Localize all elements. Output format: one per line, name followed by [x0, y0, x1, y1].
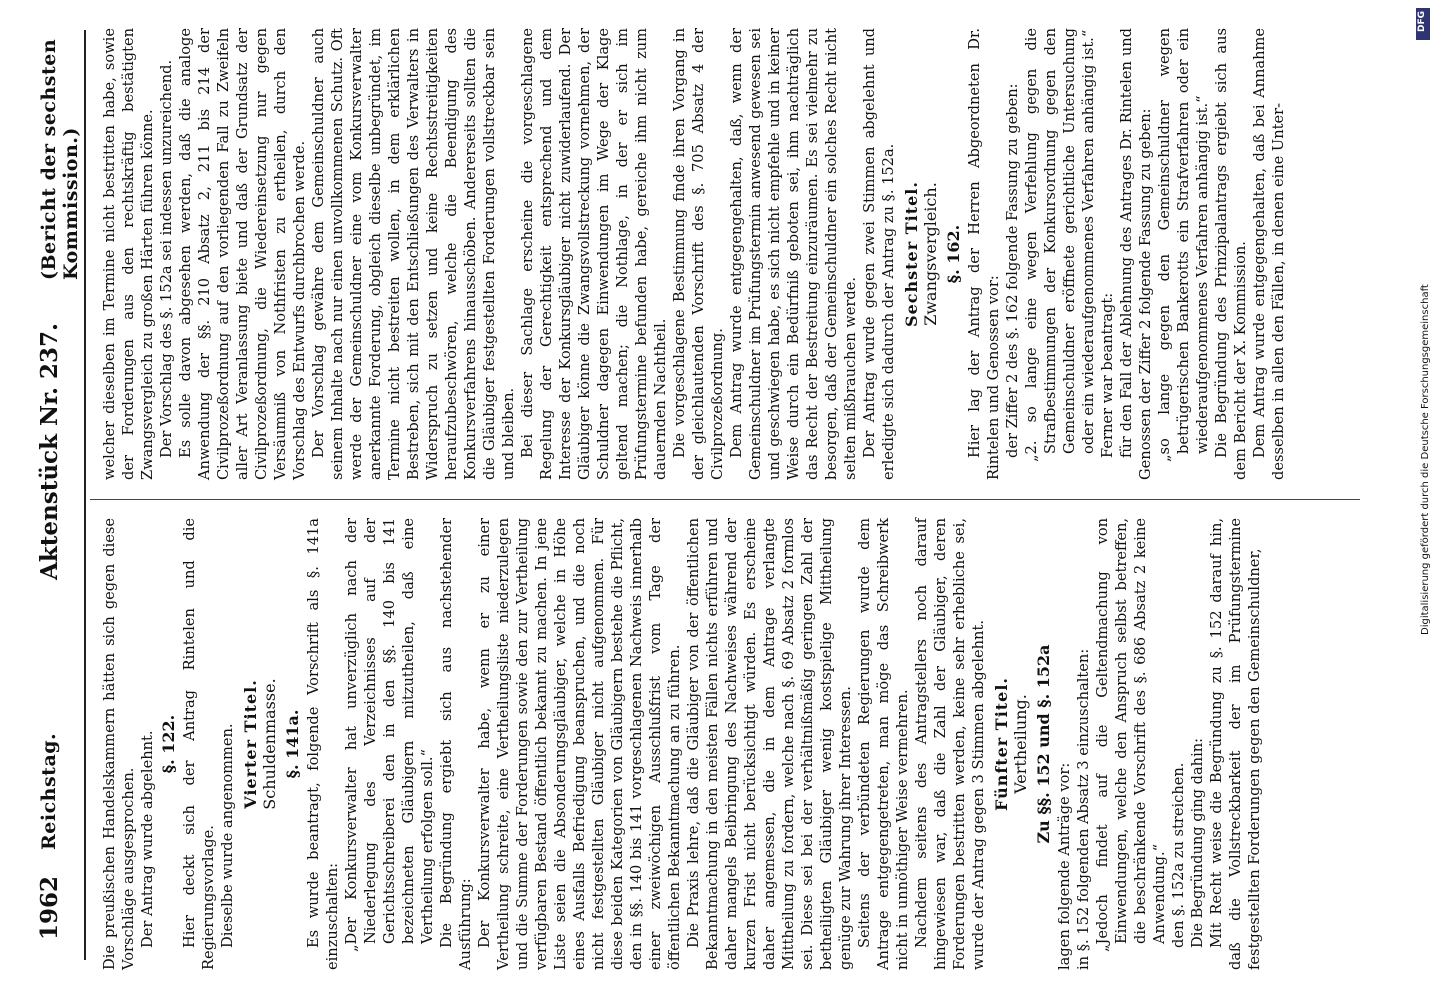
paragraph: Der Vorschlag gewähre dem Gemeinschuldner auch seinem Inhalte nach nur einen unvollkommenen Schutz. Oft werde der Gemeinschuldner eine vom Konkursverwalter anerkannte Forderung, obgleich dieselbe unbegründet, im Termine nicht bestreiten wollen, in dem erklärlichen Bestreben, sich mit den Entschließungen des Verwalters in Widerspruch zu setzen und keine Rechtsstreitigkeiten heraufzubeschwören, welche die Beendigung des Konkursverfahrens hinausschöben. Andererseits sollten die die Gläubiger festgestellten Forderungen vollstreckbar sein und bleiben.: [310, 28, 517, 480]
title-subheading: Vertheilung.: [1011, 694, 1030, 794]
paragraph: Hier deckt sich der Antrag Rintelen und die Regierungsvorlage.: [181, 518, 217, 970]
paragraph: Der Vorschlag des §. 152a sei indessen unzureichend.: [158, 59, 175, 458]
column-divider: [90, 499, 1360, 500]
column-left: [100, 518, 1264, 970]
paragraph: Bei dieser Sachlage erscheine die vorgeschlagene Regelung der Gerechtigkeit entsprechend und dem Interesse der Konkursgläubiger nicht zuwiderlaufend. Der Gläubiger könne die Zwangsvollstreckung vornehmen, der Schuldner dagegen Einwendungen im Wege der Klage geltend machen; die Nothlage, in der er sich im Prüfungstermine befunden habe, gereiche ihm nicht zum dauernden Nachtheil.: [519, 28, 669, 480]
paragraph: Der Konkursverwalter habe, wenn er zu einer Vertheilung schreite, eine Vertheilungsliste niederzulegen und die Summe der Forderungen sowie den zur Vertheilung verfügbaren Bestand öffentlich bekannt zu machen. In jene Liste seien die Absonderungsgläubiger, welche in Höhe eines Ausfalls Befriedigung beanspruchen, und die noch nicht festgestellten Gläubiger nicht aufgenommen. Für diese beiden Kategorien von Gläubigern bestehe die Pflicht, den in §§. 140 bis 141 vorgeschlagenen Nachweis innerhalb einer zweiwöchigen Ausschlußfrist vom Tage der öffentlichen Bekanntmachung an zu führen.: [476, 518, 683, 970]
quote: „Der Konkursverwalter hat unverzüglich nach der Niederlegung des Verzeichnisses auf der Gerichtsschreiberei den in den §§. 140 bis 141 bezeichneten Gläubigern mitzutheilen, daß eine Vertheilung erfolgen soll.“: [343, 518, 436, 952]
header-left: Reichstag.: [38, 732, 60, 850]
paragraph: in §. 152 folgenden Absatz 3 einzuschalten:: [1075, 648, 1092, 970]
header-rule: [84, 30, 86, 960]
quote: „Jedoch findet auf die Geltendmachung von Einwendungen, welche den Anspruch selbst betreffen, die beschränkende Vorschrift des §. 686 Absatz 2 keine Anwendung.“: [1094, 518, 1168, 952]
paragraph: den §. 152a zu streichen.: [1170, 762, 1187, 948]
paragraph: Die preußischen Handelskammern hätten sich gegen diese Vorschläge ausgesprochen.: [101, 518, 137, 970]
dfg-logo: DFG: [1416, 8, 1430, 40]
paragraph: Die Praxis lehre, daß die Gläubiger von der öffentlichen Bekanntmachung in den meisten Fällen nichts erführen und daher mangels Beibringung des Nachweises während der kurzen Frist nicht berücksichtigt würden. Es erscheine daher angemessen, die in dem Antrage verlangte Mittheilung zu fordern, welche nach §. 69 Absatz 2 formlos sei. Diese sei bei der verhältnißmäßig geringen Zahl der betheiligten Gläubiger wenig kostspielige Mittheilung genüge zur Wahrung ihrer Interessen.: [685, 518, 854, 970]
paragraph: Dieselbe wurde angenommen.: [219, 723, 236, 948]
funding-note: Digitalisierung gefördert durch die Deutsche Forschungsgemeinschaft: [1420, 284, 1431, 635]
paragraph: lagen folgende Anträge vor:: [1056, 762, 1073, 970]
paragraph: Die Begründung ergiebt sich aus nachstehender Ausführung:: [438, 518, 474, 970]
paragraph: Dem Antrag wurde entgegengehalten, daß, wenn der Gemeinschuldner im Prüfungstermin anwesend gewesen sei und geschwiegen habe, es sich nicht empfehle und in keiner Weise durch ein Bedürfniß geboten sei, ihm nachträglich das Recht der Bestreitung einzuräumen. Es sei vielmehr zu besorgen, daß der Gemeinschuldner ein solches Recht nicht selten mißbrauchen werde.: [728, 28, 859, 480]
header-title: Aktenstück Nr. 237.: [36, 322, 63, 580]
paragraph: Mit Recht weise die Begründung zu §. 152 darauf hin, daß die Vollstreckbarkeit der im Prüfungstermine festgestellten Forderungen gegen den Gemeinschuldner,: [1208, 518, 1263, 970]
quote: „2. so lange eine wegen Verfehlung gegen die Strafbestimmungen der Konkursordnung gegen den Gemeinschuldner eröffnete gerichtliche Untersuchung oder ein wiederaufgenommenes Verfahren anhängig ist.“: [1023, 28, 1097, 462]
paragraph: Der Antrag wurde gegen zwei Stimmen abgelehnt und erledigte sich dadurch der Antrag zu §. 152a.: [861, 28, 897, 480]
section-heading: [1034, 518, 1053, 970]
column-right: [100, 28, 1288, 480]
paragraph: welcher dieselben im Termine nicht bestritten habe, sowie der Forderungen aus den rechtskräftig bestätigten Zwangsvergleich zu großen Härten führen könne.: [101, 28, 156, 480]
title-subheading: Zwangsvergleich.: [921, 182, 940, 326]
paragraph: der Ziffer 2 des §. 162 folgende Fassung zu geben:: [1004, 83, 1021, 458]
title-subheading: Schuldenmasse.: [260, 678, 279, 810]
page-number: 1962: [36, 875, 63, 940]
paragraph: für den Fall der Ablehnung des Antrages Dr. Rintelen und Genossen der Ziffer 2 folgende Fassung zu geben:: [1118, 28, 1154, 480]
header-right: (Bericht der sechsten Kommission.): [38, 38, 82, 280]
section-heading: §. 162.: [944, 224, 963, 284]
paragraph: Der Antrag wurde abgelehnt.: [139, 730, 156, 948]
section-heading: §. 141a.: [283, 709, 302, 779]
title-heading: Vierter Titel.: [241, 679, 260, 809]
paragraph: Dem Antrag wurde entgegengehalten, daß bei Annahme desselben in allen den Fällen, in denen eine Unter-: [1251, 28, 1287, 480]
title-heading: Fünfter Titel.: [992, 677, 1011, 811]
page-header: [36, 0, 80, 1000]
paragraph: Es wurde beantragt, folgende Vorschrift als §. 141a einzuschalten:: [305, 518, 341, 970]
paragraph: Die vorgeschlagene Bestimmung finde ihren Vorgang in der gleichlautenden Vorschrift des §. 705 Absatz 4 der Civilprozeßordnung.: [671, 28, 726, 480]
paragraph: Nachdem seitens des Antragstellers noch darauf hingewiesen war, daß die Zahl der Gläubiger, deren Forderungen bestritten werden, keine sehr erhebliche sei, wurde der Antrag gegen 3 Stimmen abgelehnt.: [913, 518, 987, 970]
paragraph: Ferner war beantragt:: [1099, 292, 1116, 458]
section-prefix: Zu: [1034, 820, 1053, 844]
paragraph: Seitens der verbündeten Regierungen wurde dem Antrage entgegengetreten, man möge das Schreibwerk nicht in unnöthiger Weise vermehren.: [856, 518, 911, 970]
paragraph: Es solle davon abgesehen werden, daß die analoge Anwendung der §§. 210 Absatz 2, 211 bis 214 der Civilprozeßordnung auf den vorliegenden Fall zu Zweifeln aller Art Veranlassung biete und daß der Grundsatz der Civilprozeßordnung, die Wiedereinsetzung nur gegen Versäumniß von Nothfristen zu ertheilen, durch den Vorschlag des Entwurfs durchbrochen werde.: [177, 28, 308, 480]
title-heading: Sechster Titel.: [902, 181, 921, 327]
section-heading: §. 122.: [159, 714, 178, 774]
paragraph: Hier lag der Antrag der Herren Abgeordneten Dr. Rintelen und Genossen vor:: [966, 28, 1002, 480]
paragraph: Die Begründung des Prinzipalantrags ergiebt sich aus dem Bericht der X. Kommission.: [1213, 28, 1249, 480]
paragraph: Die Begründung ging dahin:: [1189, 737, 1206, 948]
quote: „so lange gegen den Gemeinschuldner wegen betrügerischen Bankerotts ein Strafverfahren oder ein wiederaufgenommenes Verfahren anhängig ist.“: [1156, 28, 1211, 462]
section-number: §§. 152 und §. 152a: [1034, 644, 1053, 815]
